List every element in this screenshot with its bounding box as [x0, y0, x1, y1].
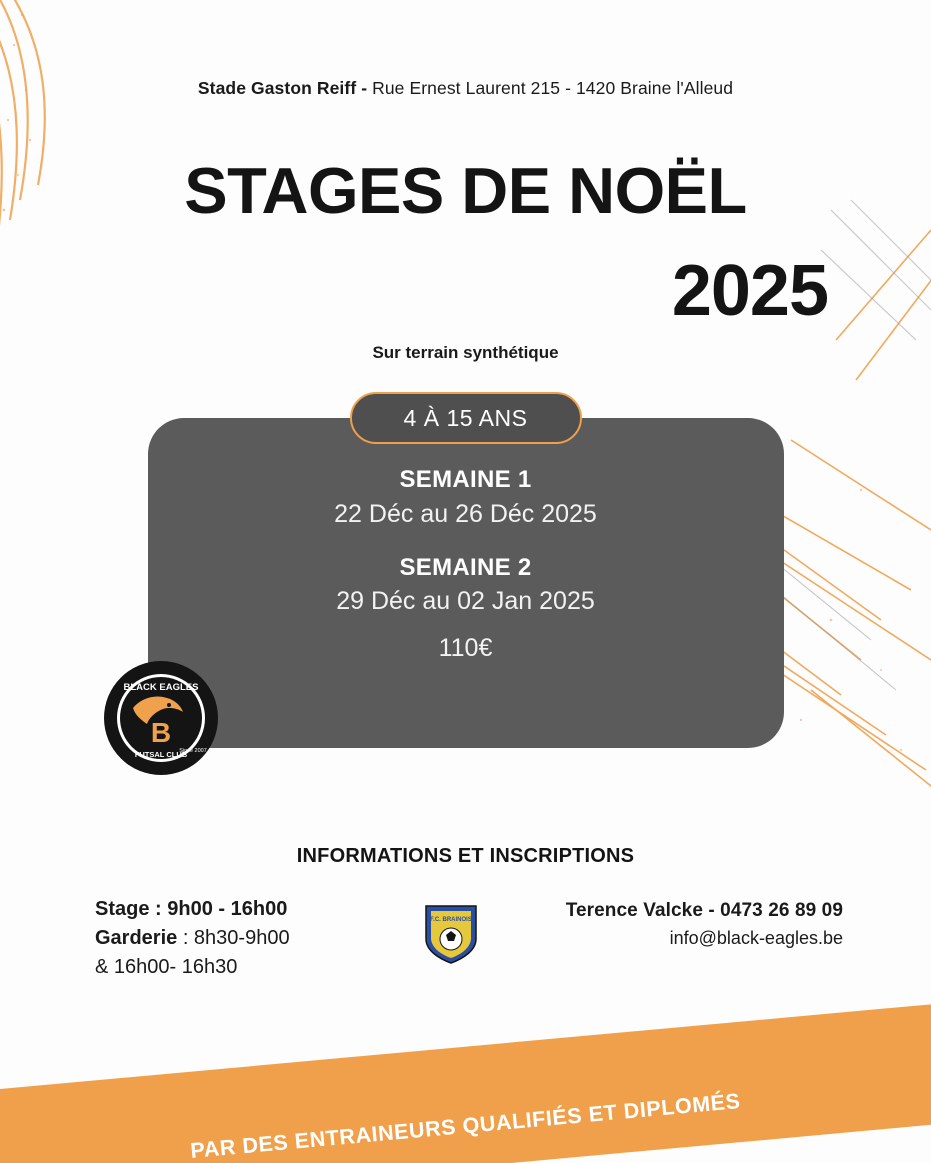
- page-subtitle: Sur terrain synthétique: [372, 343, 559, 362]
- garderie-label: Garderie: [95, 927, 178, 949]
- venue-address: [0, 78, 931, 99]
- week2-label: SEMAINE 2: [399, 554, 532, 581]
- decorative-brush-topleft: [0, 0, 160, 270]
- week1-label: SEMAINE 1: [399, 466, 532, 493]
- garderie-hours-line2: & 16h00- 16h30: [95, 956, 238, 978]
- stage-hours-line: [95, 895, 395, 924]
- venue-name: Stade Gaston Reiff -: [197, 78, 368, 98]
- fc-brainois-logo-icon: [422, 903, 480, 965]
- bottom-banner-text: PAR DES ENTRAINEURS QUALIFIÉS ET DIPLOMÉS: [189, 1089, 742, 1163]
- black-eagles-logo-icon: [103, 660, 219, 776]
- eagles-letter: B: [150, 717, 172, 748]
- info-heading: INFORMATIONS ET INSCRIPTIONS: [296, 845, 635, 867]
- venue-street: Rue Ernest Laurent 215 - 1420 Braine l'Alleud: [367, 78, 734, 98]
- week2-dates: 29 Déc au 02 Jan 2025: [336, 587, 595, 615]
- age-badge: 4 À 15 ANS: [350, 392, 582, 444]
- eagles-top-text: BLACK EAGLES: [123, 682, 199, 693]
- page-year: 2025: [671, 251, 828, 331]
- stage-hours: 9h00 - 16h00: [161, 898, 288, 920]
- garderie-hours-line: [95, 924, 395, 953]
- bottom-banner: [0, 1003, 931, 1163]
- page-title: STAGES DE NOËL: [184, 154, 747, 227]
- eagles-bottom-text: FUTSAL CLUB: [134, 750, 188, 759]
- eagles-since-text: Since 2007: [179, 748, 207, 754]
- contact-person: Terence Valcke - 0473 26 89 09: [565, 900, 843, 921]
- schedule-info: [95, 895, 395, 982]
- price-label: 110€: [438, 634, 493, 662]
- contact-info: [513, 900, 843, 949]
- contact-email[interactable]: info@black-eagles.be: [669, 928, 843, 948]
- stage-label: Stage :: [95, 898, 162, 920]
- week1-dates: 22 Déc au 26 Déc 2025: [334, 500, 597, 528]
- fc-logo-label: F.C. BRAINOIS: [430, 917, 472, 923]
- garderie-hours: : 8h30-9h00: [177, 927, 290, 949]
